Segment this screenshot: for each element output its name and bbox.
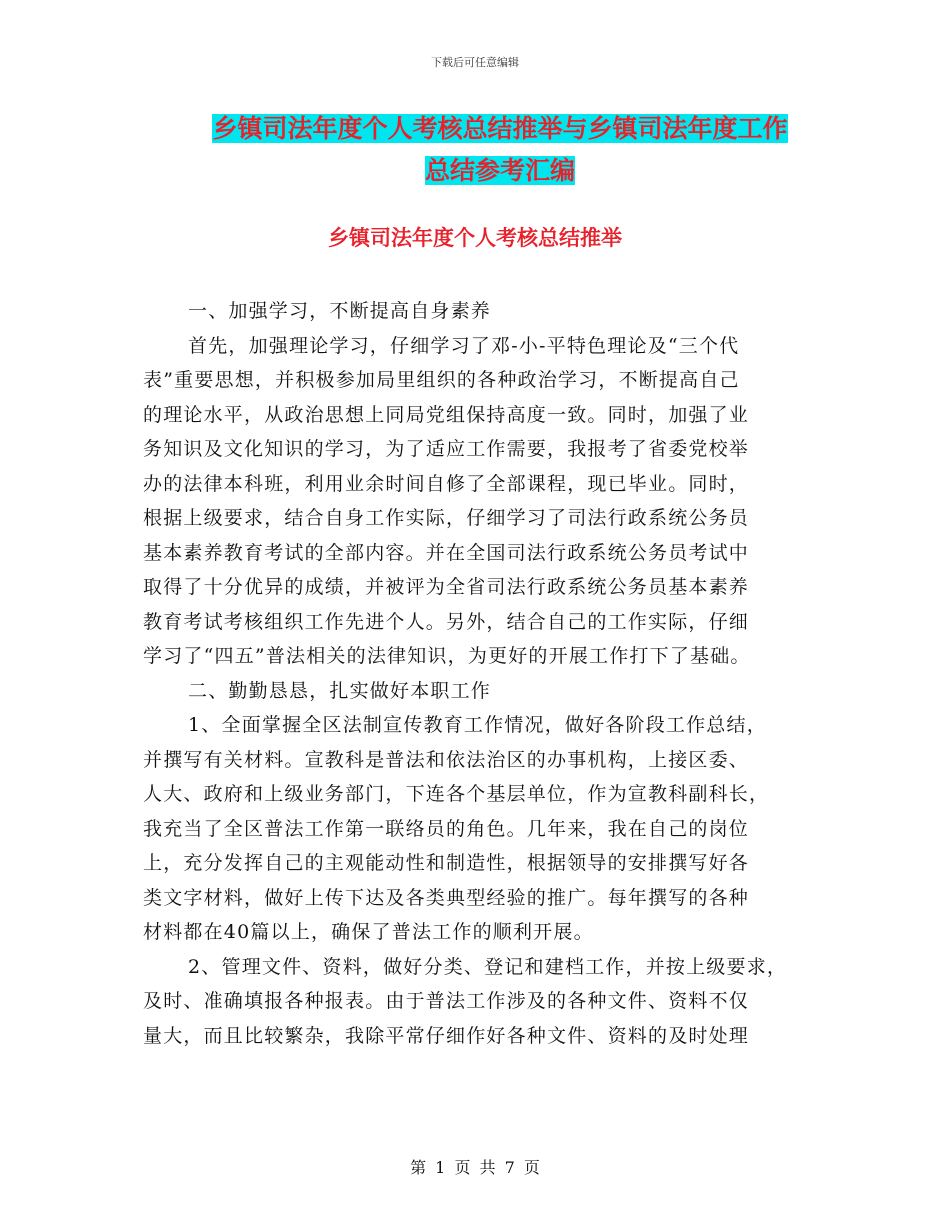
paragraph-line: 取得了十分优异的成绩，并被评为全省司法行政系统公务员基本素养 bbox=[143, 576, 750, 598]
paragraph-line: 类文字材料，做好上传下达及各类典型经验的推广。每年撰写的各种 bbox=[143, 886, 750, 909]
document-title bbox=[150, 108, 850, 192]
subheading-1: 一、加强学习，不断提高自身素养 bbox=[188, 300, 492, 322]
paragraph-line: 材料都在40篇以上，确保了普法工作的顺利开展。 bbox=[143, 921, 594, 943]
page-footer: 第 1 页 共 7 页 bbox=[410, 1158, 540, 1177]
paragraph-line: 量大，而且比较繁杂，我除平常仔细作好各种文件、资料的及时处理 bbox=[143, 1024, 750, 1047]
paragraph-line: 2、管理文件、资料，做好分类、登记和建档工作，并按上级要求， bbox=[188, 955, 788, 978]
paragraph-line: 根据上级要求，结合自身工作实际，仔细学习了司法行政系统公务员 bbox=[143, 507, 750, 529]
document-title-line-1: 乡镇司法年度个人考核总结推举与乡镇司法年度工作 bbox=[212, 114, 788, 143]
document-title-line-2: 总结参考汇编 bbox=[424, 156, 575, 185]
subheading-2: 二、勤勤恳恳，扎实做好本职工作 bbox=[188, 679, 492, 702]
paragraph-line: 上，充分发挥自己的主观能动性和制造性，根据领导的安排撰写好各 bbox=[143, 852, 750, 874]
paragraph-line: 1、全面掌握全区法制宣传教育工作情况，做好各阶段工作总结， bbox=[188, 714, 767, 736]
paragraph-line: 人大、政府和上级业务部门，下连各个基层单位，作为宣教科副科长， bbox=[143, 783, 770, 805]
paragraph-line: 首先，加强理论学习，仔细学习了邓-小-平特色理论及“三个代 bbox=[188, 334, 740, 357]
body-text bbox=[143, 294, 815, 1053]
paragraph-line: 及时、准确填报各种报表。由于普法工作涉及的各种文件、资料不仅 bbox=[143, 990, 750, 1012]
paragraph-line: 表”重要思想，并积极参加局里组织的各种政治学习，不断提高自己 bbox=[143, 369, 740, 391]
paragraph-line: 的理论水平，从政治思想上同局党组保持高度一致。同时，加强了业 bbox=[143, 403, 750, 426]
paragraph-line: 我充当了全区普法工作第一联络员的角色。几年来，我在自己的岗位 bbox=[143, 817, 750, 840]
paragraph-line: 学习了“四五”普法相关的法律知识，为更好的开展工作打下了基础。 bbox=[143, 645, 751, 667]
paragraph-line: 务知识及文化知识的学习，为了适应工作需要，我报考了省委党校举 bbox=[143, 438, 750, 460]
paragraph-line: 基本素养教育考试的全部内容。并在全国司法行政系统公务员考试中 bbox=[143, 541, 750, 564]
section-title: 乡镇司法年度个人考核总结推举 bbox=[328, 226, 622, 250]
paragraph-line: 并撰写有关材料。宣教科是普法和依法治区的办事机构，上接区委、 bbox=[143, 748, 750, 771]
paragraph-line: 办的法律本科班，利用业余时间自修了全部课程，现已毕业。同时， bbox=[143, 472, 750, 495]
header-note: 下载后可任意编辑 bbox=[431, 56, 519, 69]
paragraph-line: 教育考试考核组织工作先进个人。另外，结合自己的工作实际，仔细 bbox=[143, 610, 750, 633]
